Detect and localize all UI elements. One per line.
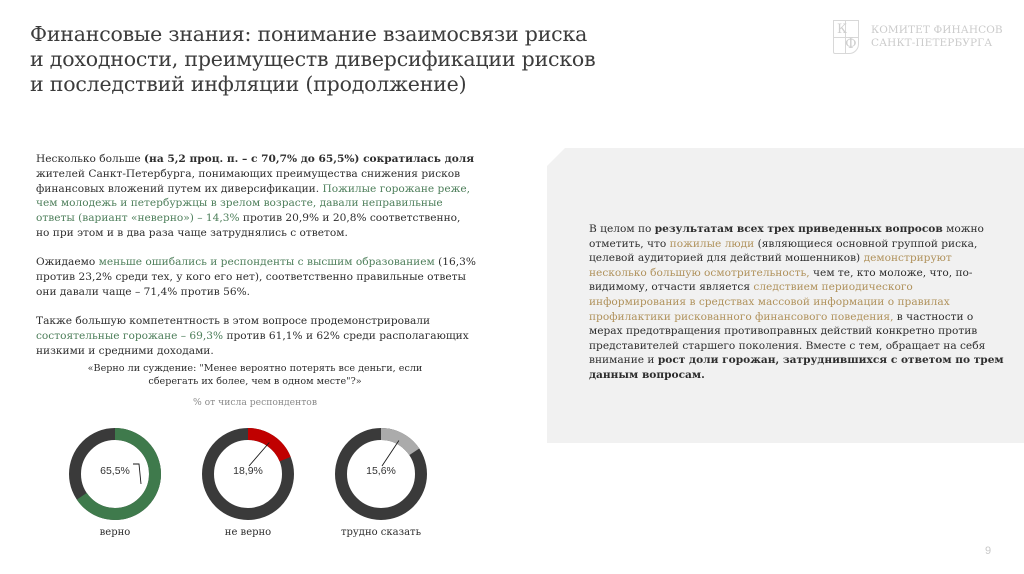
page-title bbox=[30, 22, 730, 97]
text-run: в частности о мерах предотвращения противоправных действий конкретно против представителей старшего поколения. Вместе с тем, обращает на себя внимание и bbox=[589, 310, 986, 367]
paragraph-2 bbox=[36, 255, 476, 299]
left-column-text bbox=[36, 152, 476, 373]
donut-chart-hard-to-say bbox=[333, 426, 429, 522]
leader-line bbox=[382, 441, 399, 467]
text-run: Ожидаемо bbox=[36, 256, 99, 269]
paragraph-3 bbox=[36, 314, 476, 358]
text-run: можно отметить, что bbox=[589, 223, 984, 250]
logo-text bbox=[871, 24, 1003, 50]
donut-chart-incorrect bbox=[200, 426, 296, 522]
text-run-bold: (на 5,2 проц. п. – с 70,7% до 65,5%) сократилась доля bbox=[144, 153, 475, 165]
leader-line bbox=[249, 443, 269, 467]
text-run: (16,3% против 23,2% среди тех, у кого его нет), соответственно правильные ответы они давали чаще – 71,4% против 56%. bbox=[36, 256, 476, 298]
committee-logo bbox=[833, 20, 1013, 56]
logo-line-2: САНКТ-ПЕТЕРБУРГА bbox=[871, 37, 993, 49]
title-line-3: и последствий инфляции (продолжение) bbox=[30, 72, 467, 96]
text-run: Также большую компетентность в этом вопросе продемонстрировали bbox=[36, 315, 431, 328]
summary-text bbox=[589, 222, 1009, 383]
text-run: чем те, кто моложе, что, по-видимому, отчасти является bbox=[589, 266, 973, 294]
page-number: 9 bbox=[985, 545, 992, 557]
text-run-highlight: меньше ошибались и респонденты с высшим образованием bbox=[98, 256, 435, 269]
donut-value-label: 65,5% bbox=[100, 465, 130, 477]
text-run-highlight: следствием периодического информирования в средствах массовой информации о правилах профилактики рискованного финансового поведения, bbox=[589, 281, 950, 323]
paragraph-1 bbox=[36, 152, 476, 241]
logo-emblem-icon bbox=[833, 20, 859, 54]
text-run-highlight: демонстрируют несколько большую осмотрительность, bbox=[589, 252, 952, 279]
donut-caption-hard-to-say: трудно сказать bbox=[340, 527, 422, 538]
donut-caption-incorrect: не верно bbox=[224, 527, 272, 538]
logo-line-1: КОМИТЕТ ФИНАНСОВ bbox=[871, 24, 1003, 36]
donut-chart-correct bbox=[67, 426, 163, 522]
title-line-2: и доходности, преимуществ диверсификации рисков bbox=[30, 47, 596, 71]
text-run-bold: результатам всех трех приведенных вопросов bbox=[654, 223, 943, 235]
logo-letter-k: К bbox=[837, 22, 848, 37]
donut-value-label: 15,6% bbox=[366, 465, 396, 477]
text-run: Несколько больше bbox=[36, 153, 145, 165]
text-run-highlight: состоятельные горожане – 69,3% bbox=[36, 329, 224, 342]
text-run: (являющиеся основной группой риска, целевой аудиторией для действий мошенников) bbox=[589, 237, 978, 265]
text-run: против 20,9% и 20,8% соответственно, но при этом и в два раза чаще затруднялись с ответом. bbox=[36, 212, 461, 239]
text-run-highlight: Пожилые горожане реже, чем молодежь и петербуржцы в зрелом возрасте, давали неправильные ответы (вариант «неверно») – 14,3% bbox=[36, 182, 470, 225]
chart-question: «Верно ли суждение: "Менее вероятно потерять все деньги, если сберегать их более, чем в одном месте"?» bbox=[87, 363, 423, 387]
text-run-bold: рост доли горожан, затруднившихся с ответом по трем данным вопросам. bbox=[589, 354, 1004, 381]
text-run: В целом по bbox=[589, 223, 655, 235]
text-run: жителей Санкт-Петербурга, понимающих преимущества снижения рисков финансовых вложений путем их диверсификации. bbox=[36, 167, 461, 195]
title-line-1: Финансовые знания: понимание взаимосвязи риска bbox=[30, 22, 588, 46]
text-run-highlight: пожилые люди bbox=[669, 237, 755, 250]
chart-subtitle: % от числа респондентов bbox=[192, 397, 317, 408]
donut-value-label: 18,9% bbox=[233, 465, 263, 477]
donut-caption-correct: верно bbox=[99, 527, 131, 538]
text-run: против 61,1% и 62% среди располагающих низкими и средними доходами. bbox=[36, 329, 469, 357]
logo-letter-f: Ф bbox=[845, 36, 857, 52]
